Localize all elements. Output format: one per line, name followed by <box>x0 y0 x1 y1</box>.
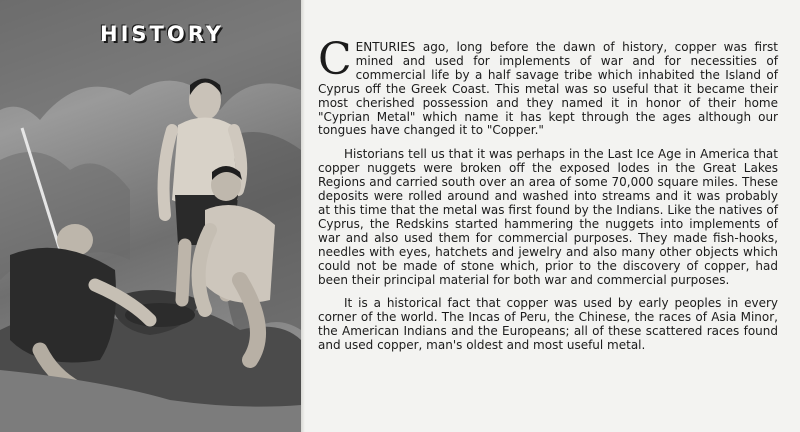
drop-cap: C <box>318 34 352 85</box>
history-heading: HISTORY <box>100 22 224 46</box>
diorama-illustration <box>0 0 301 432</box>
paragraph-3: It is a historical fact that copper was used by early peoples in every corner of the world. The Incas of Peru, the Chinese, the races of Asia Minor, the American Indians and the Europeans; all of these scattered races found and used copper, man's oldest and most useful metal. <box>318 296 778 353</box>
paragraph-1 <box>318 34 778 138</box>
page-gutter <box>301 0 305 432</box>
paragraph-2: Historians tell us that it was perhaps in the Last Ice Age in America that copper nuggets were broken off the exposed lodes in the Great Lakes Regions and carried south over an area of some 70,000 square miles. These deposits were rolled around and washed into streams and it was probably at this time that the metal was first found by the Indians. Like the natives of Cyprus, the Redskins started hammering the nuggets into implements of war and also used them for commercial purposes. They made fish-hooks, needles with eyes, hatchets and jewelry and also many other objects which could not be made of stone which, prior to the discovery of copper, had been their principal material for both war and commercial purposes. <box>318 147 778 287</box>
history-photo <box>0 0 301 432</box>
paragraph-1-text: ENTURIES ago, long before the dawn of history, copper was first mined and used for implements of war and for necessities of commercial life by a half savage tribe which inhabited the Island of Cyprus off the Greek Coast. This metal was so useful that it became their most cherished possession and they named it in honor of their home "Cyprian Metal" which name it has kept through the ages although our tongues have changed it to "Copper." <box>318 40 778 138</box>
article-text <box>318 34 778 363</box>
